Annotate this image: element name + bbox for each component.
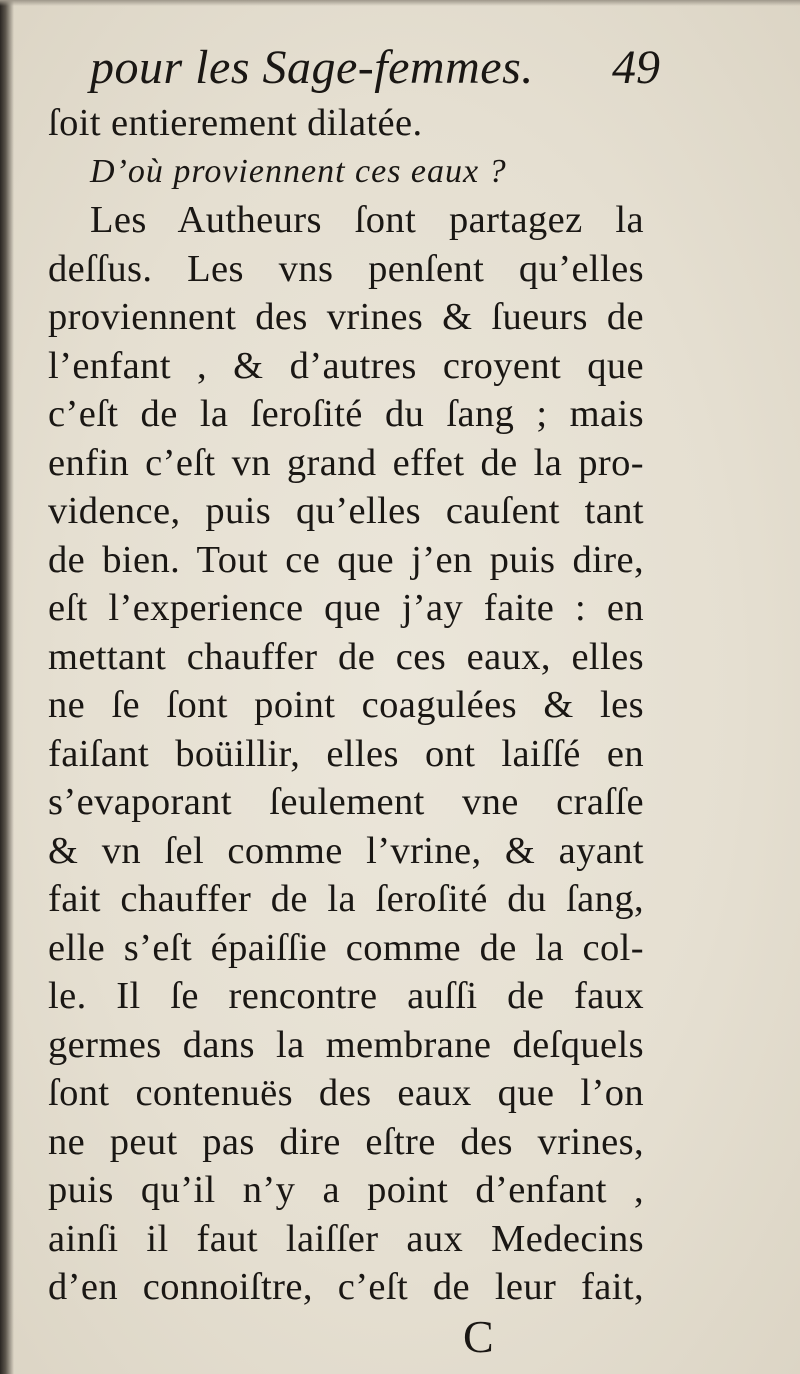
running-head: pour les Sage-femmes. <box>90 41 534 94</box>
text-line: proviennent des vrines & ſueurs de <box>48 296 644 338</box>
text-line: faiſant boüillir, elles ont laiſſé en <box>48 732 644 775</box>
page-top-edge <box>0 0 800 6</box>
text-line: d’en connoiſtre, c’eſt de leur fait, <box>48 1266 644 1308</box>
text-line: & vn ſel comme l’vrine, & ayant <box>48 829 644 872</box>
text-line: ſoit entierement dilatée. <box>48 102 423 144</box>
text-line: le. Il ſe rencontre auſſi de faux <box>48 975 644 1017</box>
paragraph-first-line: Les Autheurs ſont partagez la <box>90 199 644 241</box>
text-line: l’enfant , & d’autres croyent que <box>48 344 644 387</box>
section-rubric: D’où proviennent ces eaux ? <box>90 152 507 190</box>
text-line: ſont contenuës des eaux que l’on <box>48 1072 644 1114</box>
page-header <box>90 38 660 98</box>
text-line: de bien. Tout ce que j’en puis dire, <box>48 538 644 581</box>
text-line: ne peut pas dire eſtre des vrines, <box>48 1120 644 1163</box>
text-line: ainſi il faut laiſſer aux Medecins <box>48 1217 644 1260</box>
signature-mark: C <box>463 1310 494 1362</box>
text-line: fait chauffer de la ſeroſité du ſang, <box>48 878 644 920</box>
text-line: eſt l’experience que j’ay faite : en <box>48 587 644 629</box>
text-line: s’evaporant ſeulement vne craſſe <box>48 781 644 823</box>
gutter-shadow <box>0 0 14 1374</box>
text-line: vidence, puis qu’elles cauſent tant <box>48 490 644 532</box>
text-line: deſſus. Les vns penſent qu’elles <box>48 247 644 290</box>
text-line: mettant chauffer de ces eaux, elles <box>48 635 644 678</box>
text-line: puis qu’il n’y a point d’enfant , <box>48 1169 644 1211</box>
page-number: 49 <box>612 41 660 94</box>
text-line: germes dans la membrane deſquels <box>48 1023 644 1066</box>
text-line: enfin c’eſt vn grand effet de la pro- <box>48 441 644 484</box>
text-line: c’eſt de la ſeroſité du ſang ; mais <box>48 393 644 435</box>
text-line: elle s’eſt épaiſſie comme de la col- <box>48 926 644 969</box>
text-line: ne ſe ſont point coagulées & les <box>48 684 644 726</box>
